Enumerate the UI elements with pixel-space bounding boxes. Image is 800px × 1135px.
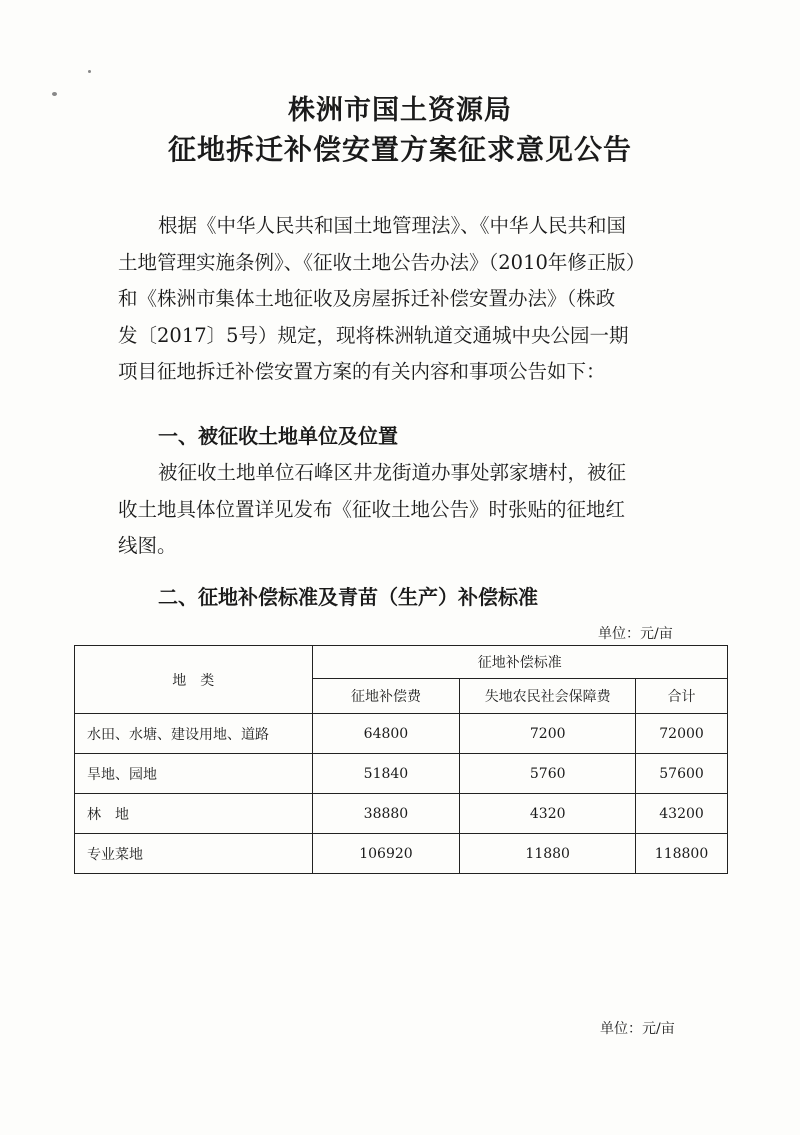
cell-land-type: 水田、水塘、建设用地、道路	[75, 714, 313, 754]
unit-label-bottom: 单位：元/亩	[600, 1021, 675, 1037]
section1-paragraph	[118, 455, 678, 565]
intro-line: 项目征地拆迁补偿安置方案的有关内容和事项公告如下：	[118, 360, 606, 383]
section1-heading: 一、被征收土地单位及位置	[158, 424, 398, 448]
scan-speck	[88, 70, 91, 73]
cell-social-security: 5760	[460, 754, 636, 794]
table-row	[75, 834, 728, 874]
intro-line: 土地管理实施条例》、《征收土地公告办法》（2010年修正版）	[118, 250, 646, 274]
cell-social-security: 7200	[460, 714, 636, 754]
section2-heading: 二、征地补偿标准及青苗（生产）补偿标准	[158, 585, 538, 609]
section1-line: 线图。	[118, 534, 177, 557]
cell-land-type: 专业菜地	[75, 834, 313, 874]
intro-paragraph	[118, 208, 678, 391]
group-header: 征地补偿标准	[312, 646, 727, 679]
cell-total: 57600	[636, 754, 728, 794]
col-header-compensation: 征地补偿费	[312, 679, 460, 714]
compensation-table	[74, 645, 728, 874]
section1-line: 收土地具体位置详见发布《征收土地公告》时张贴的征地红	[118, 497, 626, 521]
document-title-line1: 株洲市国土资源局	[288, 95, 512, 126]
unit-label: 单位：元/亩	[598, 626, 673, 642]
cell-compensation: 64800	[312, 714, 460, 754]
section1-line: 被征收土地单位石峰区井龙街道办事处郭家塘村，被征	[158, 461, 627, 484]
col-header-land-type: 地 类	[75, 646, 313, 714]
intro-line: 和《株洲市集体土地征收及房屋拆迁补偿安置办法》（株政	[118, 287, 616, 310]
cell-total: 72000	[636, 714, 728, 754]
cell-total: 43200	[636, 794, 728, 834]
cell-compensation: 106920	[312, 834, 460, 874]
table-row	[75, 794, 728, 834]
cell-social-security: 4320	[460, 794, 636, 834]
cell-land-type: 林 地	[75, 794, 313, 834]
cell-total: 118800	[636, 834, 728, 874]
col-header-total: 合计	[636, 679, 728, 714]
cell-land-type: 旱地、园地	[75, 754, 313, 794]
col-header-social-security: 失地农民社会保障费	[460, 679, 636, 714]
document-title-line2: 征地拆迁补偿安置方案征求意见公告	[167, 133, 632, 166]
intro-line: 发〔2017〕5号）规定，现将株洲轨道交通城中央公园一期	[118, 323, 629, 347]
cell-social-security: 11880	[460, 834, 636, 874]
table-row	[75, 714, 728, 754]
cell-compensation: 38880	[312, 794, 460, 834]
cell-compensation: 51840	[312, 754, 460, 794]
intro-line: 根据《中华人民共和国土地管理法》、《中华人民共和国	[158, 214, 627, 237]
table-row	[75, 754, 728, 794]
